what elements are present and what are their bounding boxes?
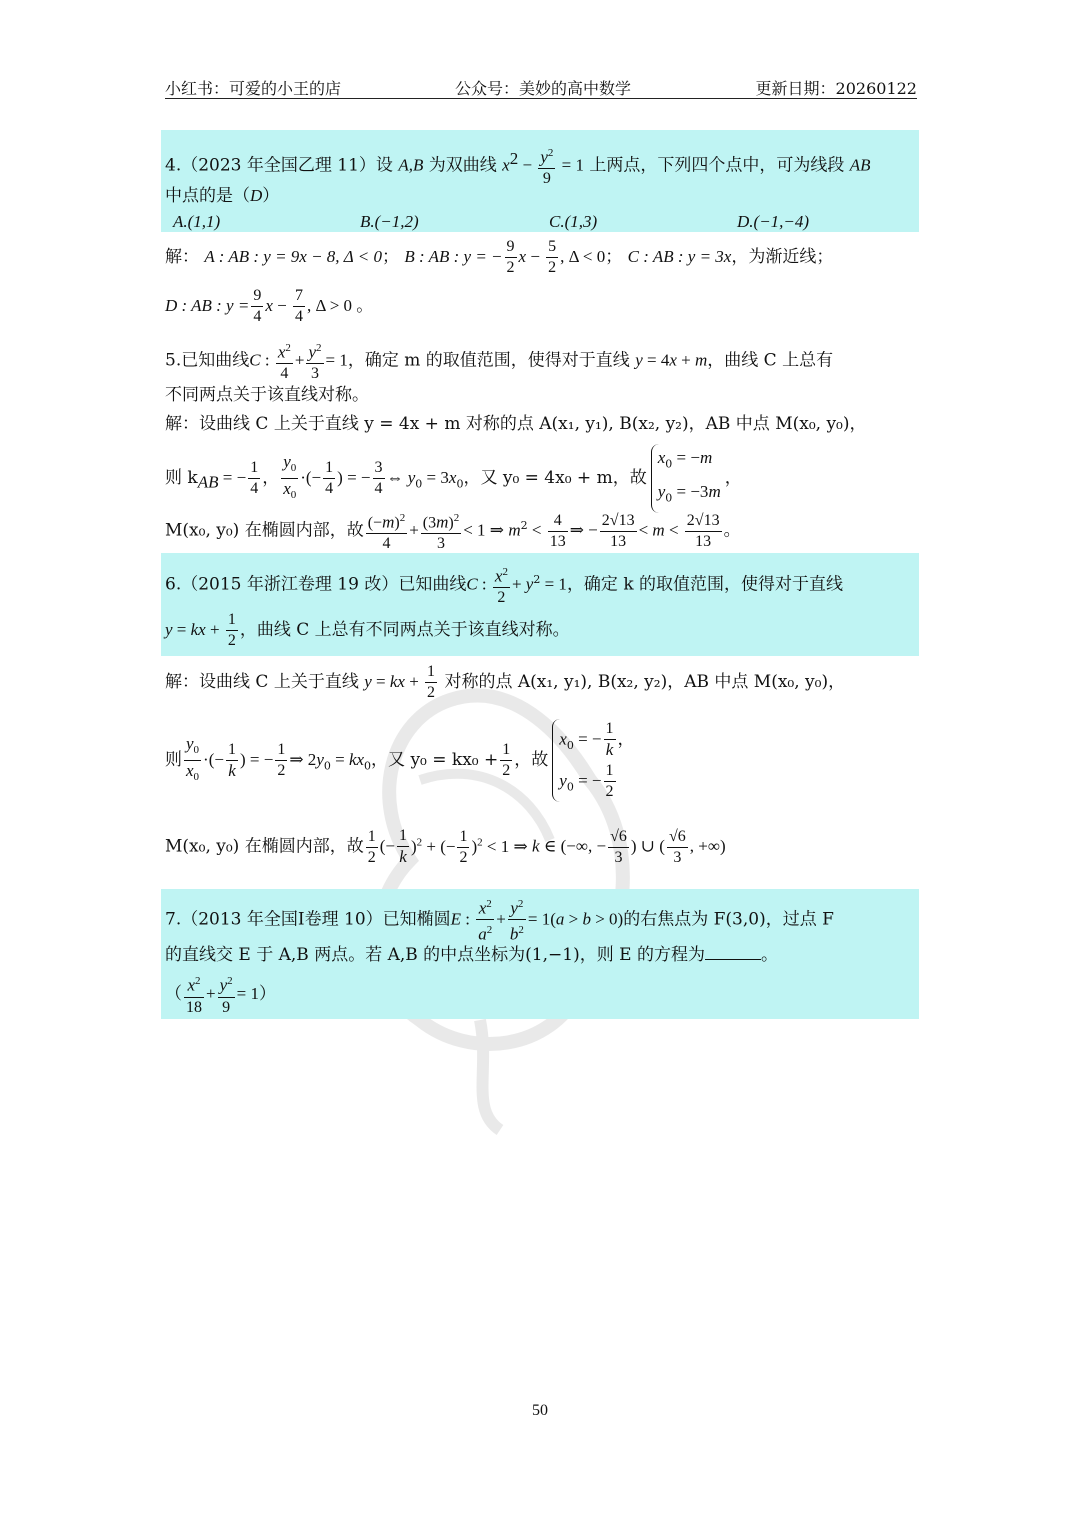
option-b: B.(−1,2) — [360, 212, 419, 231]
problem-6-title-line1: 6.（2015 年浙江卷理 19 改）已知曲线C : $\frac{x^2}{2}$ + $y^2 = 1$，确定 k 的取值范围，使得对于直线 — [165, 560, 843, 608]
problem-6-solution-line3: M(x₀, y₀) 在椭圆内部，故 $\frac{1}{2}$ (− $\frac{1}{k}$ )$^2$ + (− $\frac{1}{2}$ )$^2$ < 1 ⇒ k ∈ (−∞, − $\frac{√6}{3}$ ) ∪ ( $\frac{√6}{3}$ , +∞) — [165, 827, 726, 867]
problem-5-solution-line3: M(x₀, y₀) 在椭圆内部，故 $\frac{(-m)^2}{4}$ + $\frac{(3m)^2}{3}$ < 1 ⇒ $m^2$ < $\frac{4}{13}$ ⇒ − $\frac{2√13}{13}$ < m < $\frac{2√13}{13}$ 。 — [165, 506, 741, 554]
problem-7-answer: （ $\frac{x^2}{18}$ + $\frac{y^2}{9}$ = 1） — [165, 970, 276, 1018]
page-number: 50 — [532, 1402, 548, 1419]
answer-blank — [705, 943, 761, 960]
problem-6-solution-line2: 则 $\frac{y_0}{x_0}$ ·(− $\frac{1}{k}$ ) = − $\frac{1}{2}$ ⇒ $2y_0 = kx_0$，又 y₀ = kx₀ + $\frac{1}{2}$ ，故 $x_0$ = − $\frac{1}{k}$ ， $y_0$ = − $\frac{1}{2}$ — [165, 720, 635, 800]
option-d: D.(−1,−4) — [737, 212, 810, 231]
option-a: A.(1,1) — [173, 212, 221, 231]
header-left: 小红书：可爱的小王的店 — [165, 79, 342, 98]
problem-6-solution-line1: 解：设曲线 C 上关于直线 y = kx + $\frac{1}{2}$ 对称的点 A(x₁, y₁), B(x₂, y₂)，AB 中点 M(x₀, y₀)， — [165, 663, 846, 701]
problem-4-solution-line1: 解： A : AB : y = 9x − 8, Δ < 0； B : AB : y = − $\frac{9}{2}$ x − $\frac{5}{2}$ , Δ < 0； C : AB : y = 3x，为渐近线； — [165, 238, 834, 276]
problem-7-title-line1: 7.（2013 年全国Ⅰ卷理 10）已知椭圆E : $\frac{x^2}{a^2}$ + $\frac{y^2}{b^2}$ = 1(a > b > 0)的右焦点为 F(3,0)，过点 F — [165, 894, 834, 946]
header-right: 更新日期：20260122 — [755, 79, 917, 98]
page-header — [165, 72, 917, 99]
problem-6-title-line2: y = kx + $\frac{1}{2}$ ，曲线 C 上总有不同两点关于该直线对称。 — [165, 611, 570, 649]
problem-5-title-line1: 5.已知曲线C : $\frac{x^2}{4}$ + $\frac{y^2}{3}$ = 1，确定 m 的取值范围，使得对于直线 y = 4x + m，曲线 C 上总有 — [165, 338, 833, 384]
problem-4-title-line2: 中点的是（D） — [165, 186, 280, 206]
header-center: 公众号：美妙的高中数学 — [455, 79, 632, 98]
problem-5-solution-line1: 解：设曲线 C 上关于直线 y = 4x + m 对称的点 A(x₁, y₁), B(x₂, y₂)，AB 中点 M(x₀, y₀)， — [165, 414, 867, 434]
problem-5-title-line2: 不同两点关于该直线对称。 — [165, 385, 369, 405]
problem-5-solution-line2: 则 $k_{AB}$ = − $\frac{1}{4}$ ， $\frac{y_0}{x_0}$ ·(− $\frac{1}{4}$ ) = − $\frac{3}{4}$ ⇔ $y_0 = 3x_0$，又 y₀ = 4x₀ + m，故 $x_0 = -m$ $y_0 = -3m$ ， — [165, 444, 742, 513]
problem-4-solution-line2: D : AB : y = $\frac{9}{4}$ x − $\frac{7}{4}$ , Δ > 0 。 — [165, 287, 374, 325]
problem-7-title-line2: 的直线交 E 于 A,B 两点。若 A,B 的中点坐标为(1,−1)，则 E 的方程为 。 — [165, 945, 778, 965]
problem-4-title-line1: 4.（2023 年全国乙理 11）设 A,B 为双曲线 $x^2$ − $\frac{y^2}{9}$ = 1 上两点，下列四个点中，可为线段 AB — [165, 143, 871, 189]
problem-4-options — [165, 210, 905, 234]
option-c: C.(1,3) — [549, 212, 598, 231]
